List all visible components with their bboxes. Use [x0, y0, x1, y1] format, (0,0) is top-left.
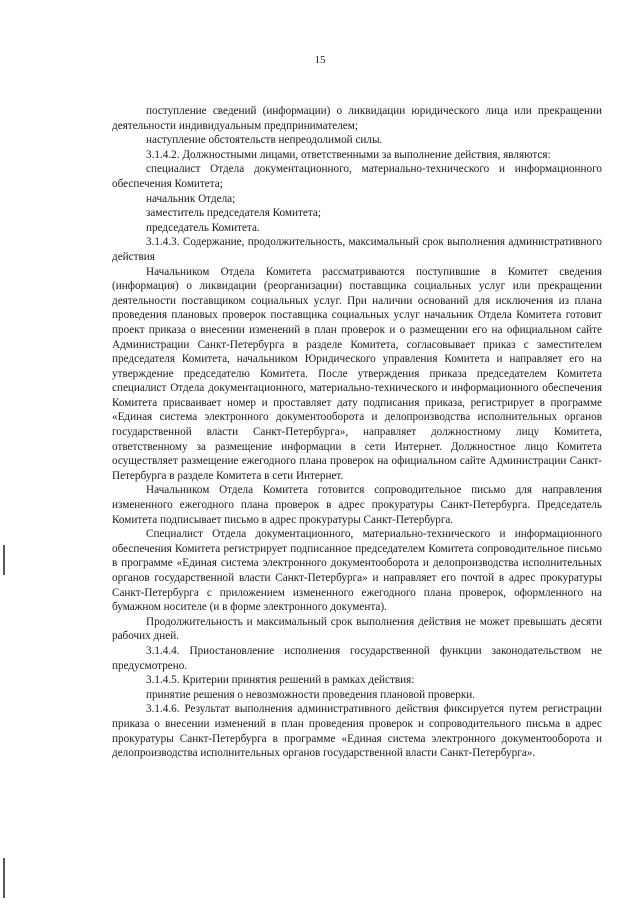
- scan-edge-mark: [3, 858, 5, 898]
- paragraph: 3.1.4.3. Содержание, продолжительность, максимальный срок выполнения административного действия: [112, 236, 602, 263]
- paragraph: специалист Отдела документационного, материально-технического и информационного обеспечения Комитета;: [112, 163, 602, 190]
- paragraph: Продолжительность и максимальный срок выполнения действия не может превышать десяти рабочих дней.: [112, 615, 602, 643]
- scan-edge-mark: [3, 545, 5, 575]
- paragraph: заместитель председателя Комитета;: [146, 207, 321, 220]
- paragraph: наступление обстоятельств непреодолимой силы.: [146, 134, 383, 147]
- paragraph: 3.1.4.2. Должностными лицами, ответственными за выполнение действия, являются:: [146, 148, 551, 161]
- document-body: [112, 104, 602, 761]
- paragraph: 3.1.4.4. Приостановление исполнения государственной функции законодательством не предусмотрено.: [112, 644, 602, 672]
- paragraph: принятие решения о невозможности проведения плановой проверки.: [146, 688, 476, 701]
- paragraph: поступление сведений (информации) о ликвидации юридического лица или прекращении деятельности индивидуальным предпринимателем;: [112, 105, 602, 132]
- paragraph: Начальником Отдела Комитета рассматриваются поступившие в Комитет сведения (информация) о ликвидации (реорганизации) поставщика социальных услуг или прекращении деятельности поставщиком социальных услуг. При наличии оснований для исключения из плана проведения плановых проверок поставщика социальных услуг начальник Отдела Комитета готовит проект приказа о внесении изменений в план проверок и о размещении его на официальном сайте Администрации Санкт-Петербурга в разделе Комитета, согласовывает приказ с заместителем председателя Комитета, начальником Юридического управления Комитета и направляет его на утверждение председателю Комитета. После утверждения приказа председателем Комитета специалист Отдела документационного, материально-технического и информационного обеспечения Комитета присваивает номер и проставляет дату подписания приказа, регистрирует в программе «Единая система электронного документооборота и делопроизводства исполнительных органов государственной власти Санкт-Петербурга», направляет должностному лицу Комитета, ответственному за размещение информации в сети Интернет. Должностное лицо Комитета осуществляет размещение ежегодного плана проверок на официальном сайте Администрации Санкт-Петербурга в разделе Комитета в сети Интернет.: [112, 265, 602, 482]
- paragraph: 3.1.4.6. Результат выполнения административного действия фиксируется путем регистрации приказа о внесении изменений в план проведения проверок и сопроводительного письма в адрес прокуратуры Санкт-Петербурга в программе «Единая система электронного документооборота и делопроизводства исполнительных органов государственной власти Санкт-Петербурга».: [112, 703, 602, 760]
- paragraph: Начальником Отдела Комитета готовится сопроводительное письмо для направления измененного ежегодного плана проверок в адрес прокуратуры Санкт-Петербурга. Председатель Комитета подписывает письмо в адрес прокуратуры Санкт-Петербурга.: [112, 484, 602, 526]
- paragraph: 3.1.4.5. Критерии принятия решений в рамках действия:: [146, 674, 415, 687]
- paragraph: Специалист Отдела документационного, материально-технического и информационного обеспечения Комитета регистрирует подписанное председателем Комитета сопроводительное письмо в программе «Единая система электронного документооборота и делопроизводства исполнительных органов государственной власти Санкт-Петербурга» и направляет его почтой в адрес прокуратуры Санкт-Петербурга с приложением измененного ежегодного плана проверок, оформленного на бумажном носителе (и в форме электронного документа).: [112, 528, 602, 614]
- paragraph: председатель Комитета.: [146, 221, 260, 234]
- paragraph: начальник Отдела;: [146, 192, 236, 205]
- page-number: 15: [314, 54, 326, 66]
